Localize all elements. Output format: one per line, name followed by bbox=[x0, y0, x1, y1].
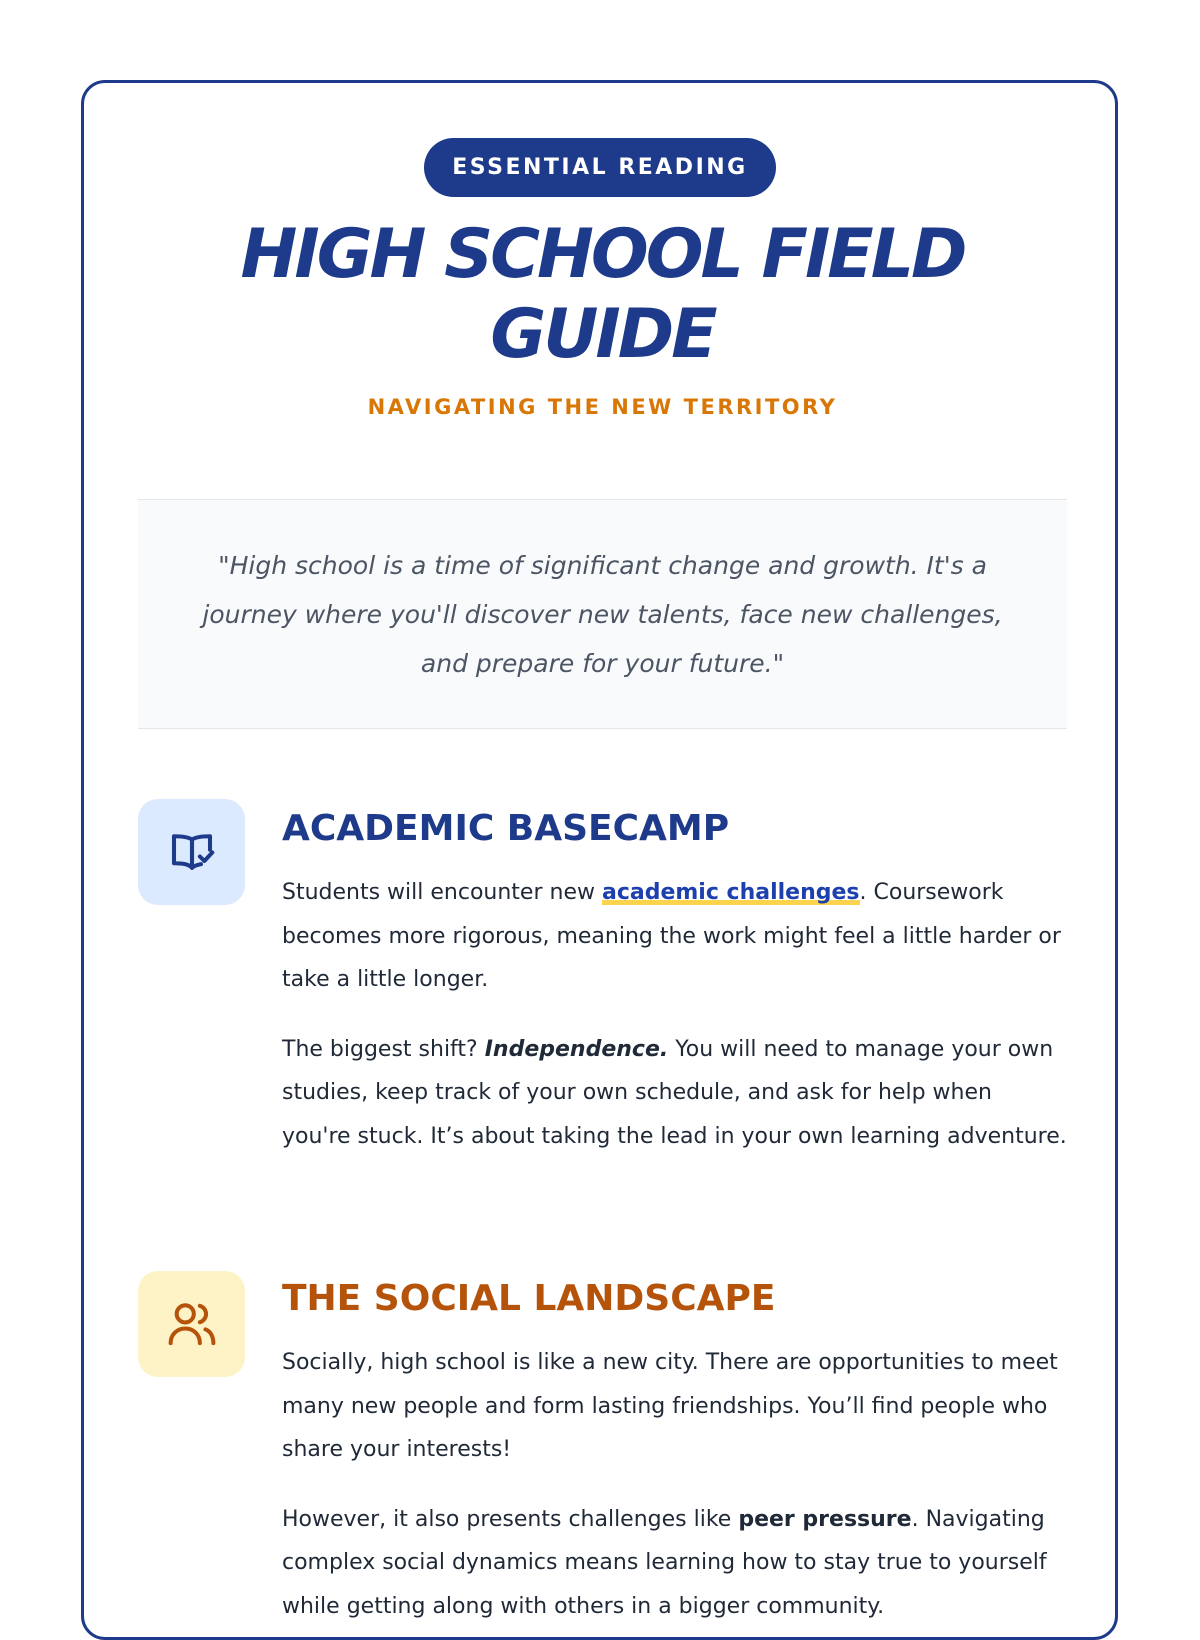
section-paragraph: Socially, high school is like a new city. There are opportunities to meet many new people and form lasting friendships. You’ll find people who share your interests! bbox=[282, 1350, 1058, 1462]
paragraph-text: Students will encounter new bbox=[282, 880, 602, 905]
academic-challenges-link[interactable]: academic challenges bbox=[601, 880, 860, 905]
emphasis-independence: Independence. bbox=[484, 1036, 669, 1062]
users-icon bbox=[138, 1271, 245, 1377]
section-academic-basecamp bbox=[282, 801, 1067, 1158]
section-title: ACADEMIC BASECAMP bbox=[282, 808, 730, 849]
paragraph-text: You will need to manage your own studies, keep track of your own schedule, and ask for help when you're stuck. It’s about taking the lead in your own learning adventure. bbox=[282, 1036, 1067, 1149]
quote-text: "High school is a time of significant change and growth. It's a journey where you'll discover new talents, face new challenges, and prepare for your future." bbox=[202, 550, 1003, 678]
essential-reading-badge: ESSENTIAL READING bbox=[424, 138, 776, 197]
section-paragraph bbox=[282, 871, 1067, 1002]
page-subtitle: NAVIGATING THE NEW TERRITORY bbox=[367, 395, 838, 419]
paragraph-text: . Coursework becomes more rigorous, meaning the work might feel a little harder or take a little longer. bbox=[282, 880, 1061, 992]
paragraph-text: The biggest shift? bbox=[282, 1036, 485, 1062]
section-paragraph bbox=[282, 1028, 1067, 1159]
emphasis-peer-pressure: peer pressure bbox=[738, 1506, 912, 1532]
section-paragraph bbox=[282, 1498, 1067, 1629]
paragraph-text: However, it also presents challenges like bbox=[282, 1506, 739, 1532]
field-guide-card bbox=[81, 80, 1118, 1640]
section-social-landscape bbox=[282, 1271, 1067, 1628]
section-title: THE SOCIAL LANDSCAPE bbox=[282, 1278, 776, 1319]
book-check-icon bbox=[138, 799, 245, 905]
paragraph-text: . Navigating complex social dynamics means learning how to stay true to yourself while getting along with others in a bigger community. bbox=[282, 1506, 1047, 1619]
quote-block bbox=[138, 499, 1067, 729]
page-title: HIGH SCHOOL FIELD GUIDE bbox=[240, 215, 965, 374]
